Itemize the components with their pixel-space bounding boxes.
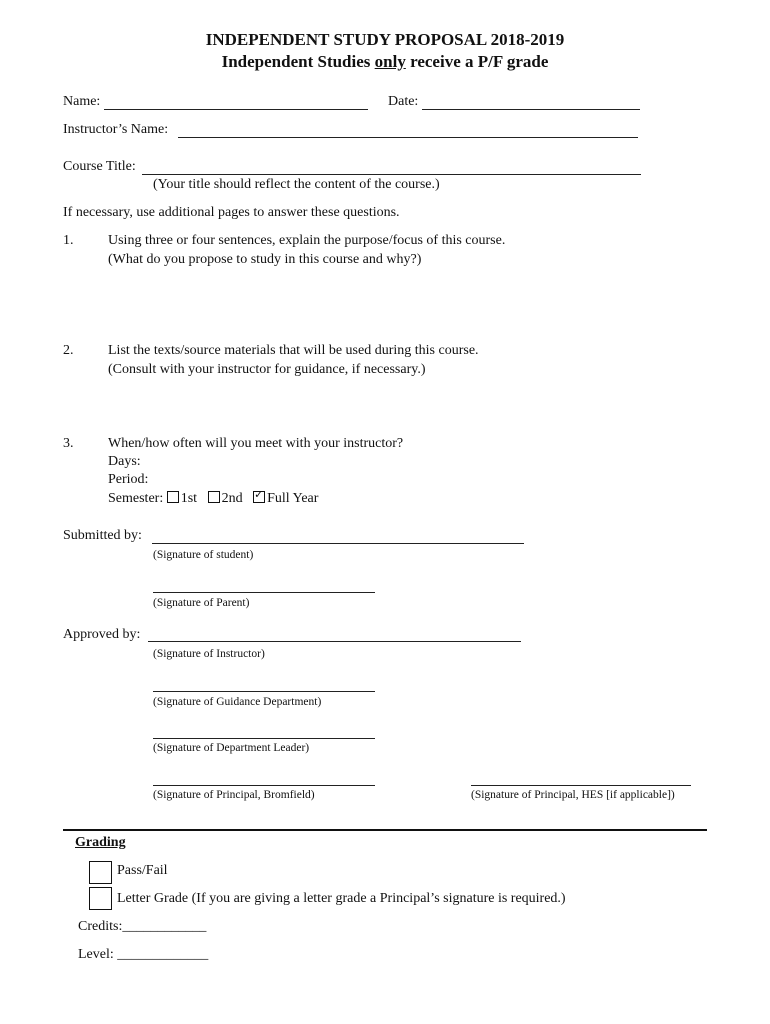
parent-signature-field[interactable] xyxy=(153,592,375,593)
subtitle-after: receive a P/F grade xyxy=(405,52,549,71)
grading-divider xyxy=(63,829,707,831)
credits-field[interactable]: Credits:____________ xyxy=(78,919,207,934)
pass-fail-checkbox[interactable] xyxy=(89,861,112,884)
instructor-label: Instructor’s Name: xyxy=(63,122,169,137)
form-title: INDEPENDENT STUDY PROPOSAL 2018-2019 xyxy=(205,30,565,49)
principal-hes-signature-caption: (Signature of Principal, HES [if applicable]) xyxy=(471,789,675,801)
principal-bromfield-signature-field[interactable] xyxy=(153,785,375,786)
question-1-number: 1. xyxy=(63,233,74,248)
level-field[interactable]: Level: _____________ xyxy=(78,947,209,962)
course-title-hint: (Your title should reflect the content of the course.) xyxy=(153,177,440,192)
student-signature-field[interactable] xyxy=(152,543,524,544)
letter-grade-label: Letter Grade (If you are giving a letter grade a Principal’s signature is required.) xyxy=(117,891,566,906)
dept-leader-signature-caption: (Signature of Department Leader) xyxy=(153,742,310,754)
question-2-hint: (Consult with your instructor for guidance, if necessary.) xyxy=(108,362,426,377)
dept-leader-signature-field[interactable] xyxy=(153,738,375,739)
semester-2nd-checkbox[interactable] xyxy=(208,491,220,503)
course-title-field[interactable] xyxy=(142,174,641,175)
days-label: Days: xyxy=(108,454,141,469)
guidance-signature-caption: (Signature of Guidance Department) xyxy=(153,696,322,708)
guidance-signature-field[interactable] xyxy=(153,691,375,692)
semester-full-year-label: Full Year xyxy=(267,491,319,506)
period-label: Period: xyxy=(108,472,149,487)
instructions-text: If necessary, use additional pages to answer these questions. xyxy=(63,205,400,220)
semester-1st-label: 1st xyxy=(180,491,198,506)
instructor-signature-caption: (Signature of Instructor) xyxy=(153,648,265,660)
pass-fail-label: Pass/Fail xyxy=(117,863,168,878)
form-subtitle xyxy=(0,52,770,72)
name-label: Name: xyxy=(63,94,101,109)
letter-grade-checkbox[interactable] xyxy=(89,887,112,910)
grading-heading: Grading xyxy=(75,835,126,850)
course-title-label: Course Title: xyxy=(63,159,136,174)
semester-label: Semester: xyxy=(108,491,164,506)
semester-full-year-checkbox[interactable] xyxy=(253,491,265,503)
instructor-field[interactable] xyxy=(178,137,638,138)
question-2-text: List the texts/source materials that will be used during this course. xyxy=(108,343,479,358)
subtitle-before: Independent Studies xyxy=(221,52,375,71)
question-3-text: When/how often will you meet with your instructor? xyxy=(108,436,404,451)
question-1-hint: (What do you propose to study in this course and why?) xyxy=(108,252,422,267)
date-field[interactable] xyxy=(422,109,640,110)
submitted-by-label: Submitted by: xyxy=(63,528,142,543)
name-field[interactable] xyxy=(104,109,368,110)
question-1-text: Using three or four sentences, explain the purpose/focus of this course. xyxy=(108,233,506,248)
principal-bromfield-signature-caption: (Signature of Principal, Bromfield) xyxy=(153,789,315,801)
question-2-number: 2. xyxy=(63,343,74,358)
parent-signature-caption: (Signature of Parent) xyxy=(153,597,250,609)
question-3-number: 3. xyxy=(63,436,74,451)
approved-by-label: Approved by: xyxy=(63,627,141,642)
principal-hes-signature-field[interactable] xyxy=(471,785,691,786)
semester-1st-checkbox[interactable] xyxy=(167,491,179,503)
instructor-signature-field[interactable] xyxy=(148,641,521,642)
subtitle-emphasis: only xyxy=(374,52,406,71)
student-signature-caption: (Signature of student) xyxy=(153,549,254,561)
date-label: Date: xyxy=(388,94,419,109)
semester-2nd-label: 2nd xyxy=(221,491,243,506)
semester-row xyxy=(108,491,318,507)
